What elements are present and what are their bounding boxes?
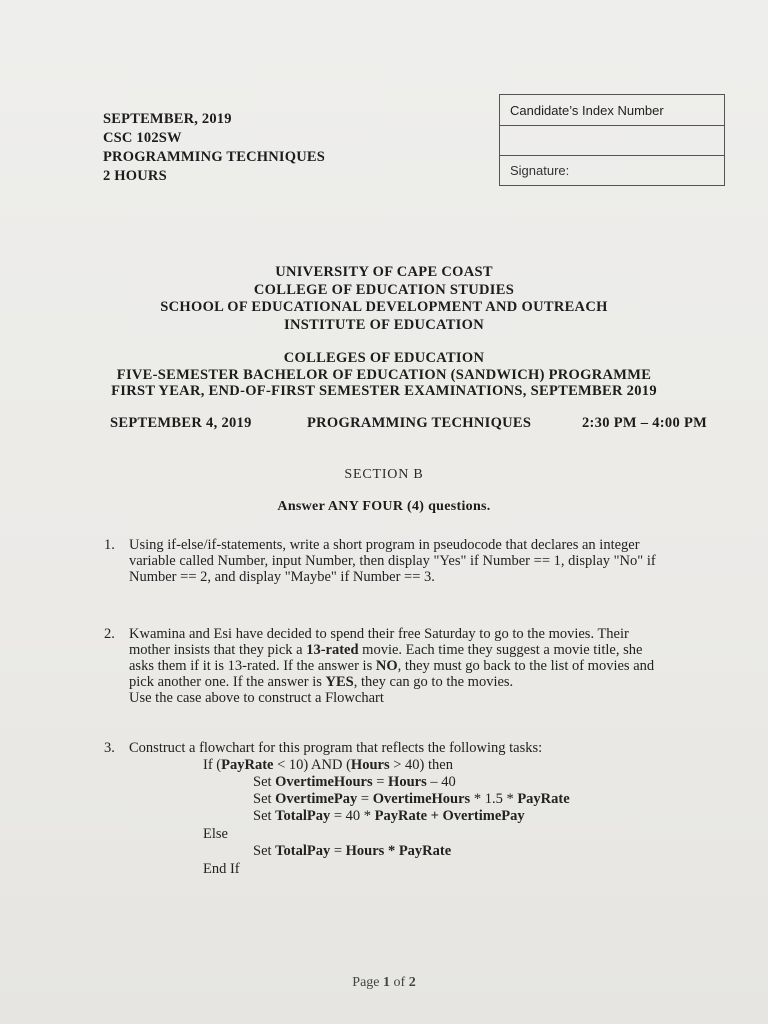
code-text: Set (253, 791, 276, 807)
course-title: PROGRAMMING TECHNIQUES (103, 149, 326, 165)
code-var: PayRate + OvertimePay (374, 808, 525, 824)
question-number: 2. (104, 626, 115, 642)
code-var: OvertimeHours (372, 791, 471, 807)
section-title: SECTION B (344, 467, 424, 482)
question-number: 1. (104, 537, 115, 553)
page-prefix: Page (352, 975, 384, 990)
programme-block (0, 350, 768, 400)
exam-subject: PROGRAMMING TECHNIQUES (307, 415, 532, 431)
instruction-bold: ANY FOUR (4) questions. (327, 499, 491, 514)
exam-date: SEPTEMBER 4, 2019 (110, 415, 252, 431)
question-text (129, 626, 654, 706)
code-var: OvertimeHours (275, 774, 373, 790)
institute-name: INSTITUTE OF EDUCATION (284, 316, 484, 333)
code-set-total-pay (253, 808, 525, 825)
exam-month: SEPTEMBER, 2019 (103, 111, 232, 127)
q2-line (129, 658, 654, 674)
code-text: < 10) AND ( (273, 757, 351, 773)
examination-name: FIRST YEAR, END-OF-FIRST SEMESTER EXAMINATIONS, SEPTEMBER 2019 (111, 383, 657, 399)
code-var: PayRate (517, 791, 570, 807)
instruction-prefix: Answer (277, 499, 328, 514)
code-var: Hours (388, 774, 427, 790)
code-var: Hours * PayRate (345, 843, 452, 859)
code-set-total-pay-else (253, 843, 451, 860)
code-var: TotalPay (275, 843, 331, 859)
code-text: = (330, 843, 346, 859)
code-else: Else (203, 826, 228, 842)
q2-line: Use the case above to construct a Flowchart (129, 690, 384, 706)
q2-text: movie. Each time they suggest a movie title, she (358, 642, 643, 658)
exam-time: 2:30 PM – 4:00 PM (582, 415, 708, 431)
code-var: Hours (350, 757, 390, 773)
code-var: PayRate (221, 757, 274, 773)
code-set-overtime-hours (253, 774, 456, 791)
q1-line: Number == 2, and display "Maybe" if Number == 3. (129, 569, 435, 585)
q2-text: , they must go back to the list of movies and (397, 658, 655, 674)
university-name: UNIVERSITY OF CAPE COAST (275, 264, 493, 280)
index-number-label: Candidate’s Index Number (510, 103, 664, 118)
q2-text: mother insists that they pick a (129, 642, 307, 658)
code-text: Set (253, 843, 276, 859)
institution-block (0, 264, 768, 334)
page-number (0, 975, 768, 991)
q2-bold: YES (325, 674, 354, 690)
colleges-line: COLLEGES OF EDUCATION (283, 350, 485, 366)
code-text: = 40 * (330, 808, 375, 824)
code-var: TotalPay (275, 808, 331, 824)
question-text: Construct a flowchart for this program that reflects the following tasks: (129, 740, 543, 756)
code-text: = (372, 774, 389, 790)
question-number: 3. (104, 740, 115, 756)
q2-line: Kwamina and Esi have decided to spend their free Saturday to go to the movies. Their (129, 626, 629, 642)
q1-line: variable called Number, input Number, then display "Yes" if Number == 1, display "No" if (129, 553, 656, 569)
code-if-line (203, 757, 453, 774)
college-name: COLLEGE OF EDUCATION STUDIES (253, 281, 515, 298)
code-text: Set (253, 808, 276, 824)
q2-bold: 13-rated (306, 642, 359, 658)
signature-label: Signature: (510, 163, 570, 178)
index-number-field[interactable] (500, 125, 724, 156)
code-set-overtime-pay (253, 791, 570, 808)
q2-text: pick another one. If the answer is (129, 674, 326, 690)
code-text: = (357, 791, 373, 807)
q1-line: Using if-else/if-statements, write a short program in pseudocode that declares an integer (129, 537, 640, 553)
candidate-info-box (499, 94, 725, 186)
q2-text: , they can go to the movies. (353, 674, 514, 690)
course-header (103, 110, 325, 186)
question-text (129, 537, 656, 585)
code-end-if: End If (203, 861, 240, 877)
code-text: > 40) then (389, 757, 453, 773)
q2-line (129, 674, 654, 690)
code-text: If ( (203, 757, 222, 773)
instructions (0, 499, 768, 515)
page-current: 1 (383, 975, 391, 990)
page-of: of (390, 975, 409, 990)
code-text: Set (253, 774, 276, 790)
q2-text: asks them if it is 13-rated. If the answer is (129, 658, 376, 674)
q2-line (129, 642, 654, 658)
programme-name: FIVE-SEMESTER BACHELOR OF EDUCATION (SANDWICH) PROGRAMME (116, 366, 652, 383)
page-total: 2 (408, 975, 416, 990)
course-code: CSC 102SW (103, 130, 182, 146)
code-text: – 40 (426, 774, 456, 790)
school-name: SCHOOL OF EDUCATIONAL DEVELOPMENT AND OUTREACH (160, 299, 608, 315)
q2-bold: NO (375, 658, 398, 674)
code-var: OvertimePay (275, 791, 358, 807)
exam-duration: 2 HOURS (103, 168, 167, 184)
code-text: * 1.5 * (470, 791, 518, 807)
